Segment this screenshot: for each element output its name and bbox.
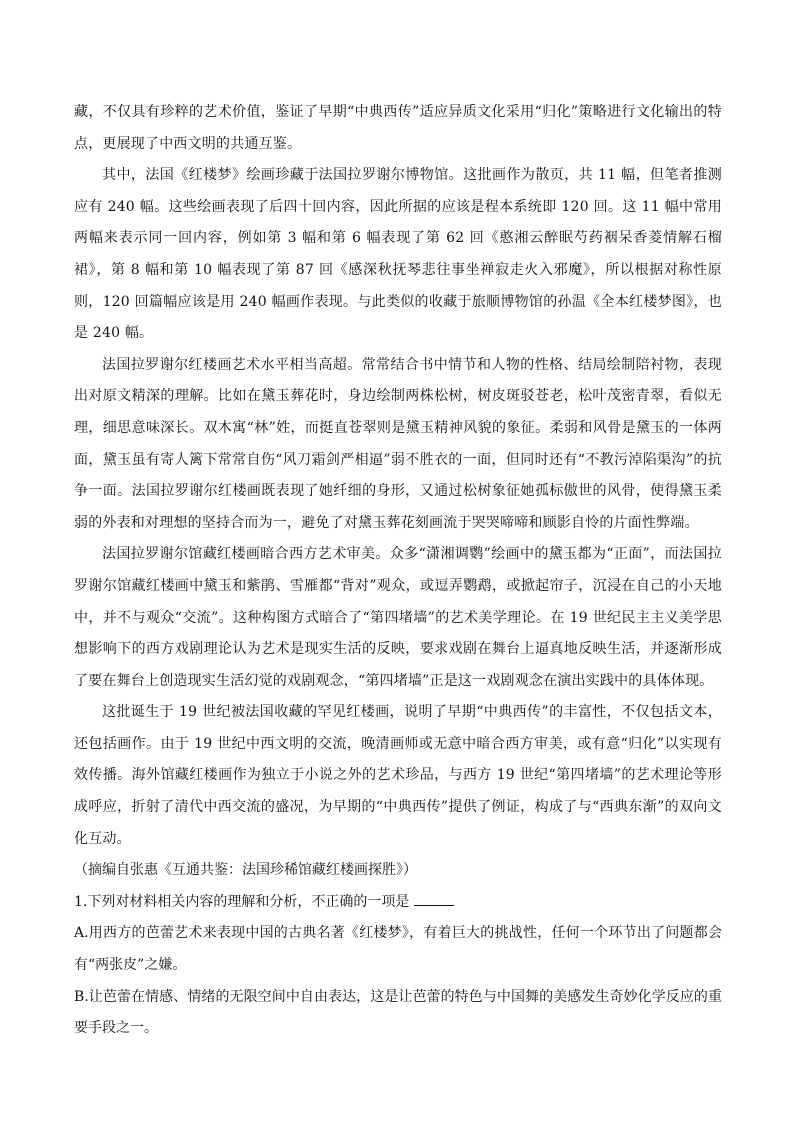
- paragraph-conclusion: 这批诞生于 19 世纪被法国收藏的罕见红楼画，说明了早期“中典西传”的丰富性，不仅包括文本，还包括画作。由于 19 世纪中西文明的交流，晚清画师或无意中暗合西方审美，或有意“归化”以实现有效传播。海外馆藏红楼画作为独立于小说之外的艺术珍品，与西方 19 世纪“第四堵墙”的艺术理论等形成呼应，折射了清代中西交流的盛况，为早期的“中典西传”提供了例证，构成了与“西典东渐”的双向文化互动。: [74, 704, 722, 847]
- document-page: [74, 97, 722, 1045]
- paragraph-continuation: 藏，不仅具有珍粹的艺术价值，鉴证了早期“中典西传”适应异质文化采用“归化”策略进行文化输出的特点，更展现了中西文明的共通互鉴。: [74, 104, 722, 152]
- answer-blank: [414, 893, 454, 906]
- option-b: B.让芭蕾在情感、情绪的无限空间中自由表达，这是让芭蕾的特色与中国舞的美感发生奇妙化学反应的重要手段之一。: [74, 988, 722, 1037]
- source-citation: （摘编自张惠《互通共鉴：法国珍稀馆藏红楼画探胜》）: [74, 862, 417, 879]
- question-stem-text: 1.下列对材料相关内容的理解和分析，不正确的一项是: [74, 893, 410, 910]
- option-a: A.用西方的芭蕾艺术来表现中国的古典名著《红楼梦》，有着巨大的挑战性，任何一个环节出了问题都会有“两张皮”之嫌。: [74, 925, 722, 974]
- paragraph-artistic-level: 法国拉罗谢尔红楼画艺术水平相当高超。常常结合书中情节和人物的性格、结局绘制陪衬物，表现出对原文精深的理解。比如在黛玉葬花时，身边绘制两株松树，树皮斑驳苍老，松叶茂密青翠，看似无理，细思意味深长。双木寓“林”姓，而挺直苍翠则是黛玉精神风貌的象征。柔弱和风骨是黛玉的一体两面，黛玉虽有寄人篱下常常自伤“风刀霜剑严相逼”弱不胜衣的一面，但同时还有“不教污淖陷渠沟”的抗争一面。法国拉罗谢尔红楼画既表现了她纤细的身形，又通过松树象征她孤标傲世的风骨，使得黛玉柔弱的外表和对理想的坚持合而为一，避免了对黛玉葬花刻画流于哭哭啼啼和顾影自怜的片面性弊端。: [74, 356, 722, 531]
- question-stem: [74, 887, 722, 919]
- paragraph-la-rochelle-collection: 其中，法国《红楼梦》绘画珍藏于法国拉罗谢尔博物馆。这批画作为散页，共 11 幅，但笔者推测应有 240 幅。这些绘画表现了后四十回内容，因此所据的应该是程本系统即 120 回。这 11 幅中常用两幅来表示同一回内容，例如第 3 幅和第 6 幅表现了第 62 回《憨湘云醉眠芍药裀呆香菱情解石榴裙》，第 8 幅和第 10 幅表现了第 87 回《感深秋抚琴悲往事坐禅寂走火入邪魔》，所以根据对称性原则，120 回篇幅应该是用 240 幅画作表现。与此类似的收藏于旅顺博物馆的孙温《全本红楼梦图》，也是 240 幅。: [74, 167, 722, 342]
- paragraph-western-aesthetics: 法国拉罗谢尔馆藏红楼画暗合西方艺术审美。众多“潇湘调鹦”绘画中的黛玉都为“正面”，而法国拉罗谢尔馆藏红楼画中黛玉和紫鹃、雪雁都“背对”观众，或逗弄鹦鹉，或掀起帘子，沉浸在自己的小天地中，并不与观众“交流”。这种构图方式暗合了“第四堵墙”的艺术美学理论。在 19 世纪民主主义美学思想影响下的西方戏剧理论认为艺术是现实生活的反映，要求戏剧在舞台上逼真地反映生活，并逐渐形成了要在舞台上创造现实生活幻觉的戏剧观念，“第四堵墙”正是这一戏剧观念在演出实践中的具体体现。: [74, 546, 722, 689]
